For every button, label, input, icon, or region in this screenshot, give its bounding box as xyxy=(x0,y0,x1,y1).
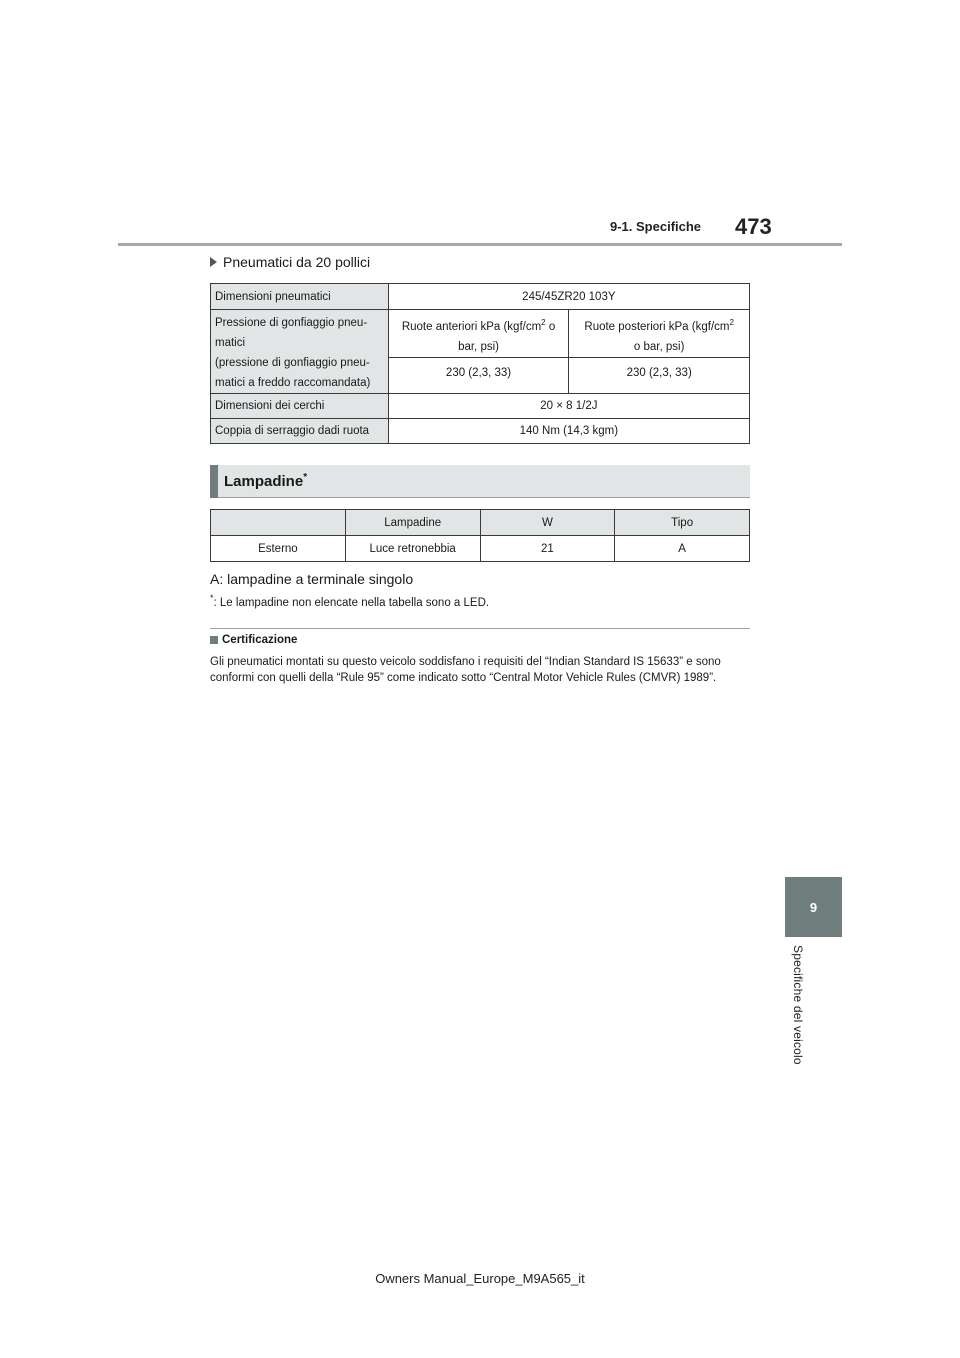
lamp-row-wattage: 21 xyxy=(480,536,615,562)
document-footer: Owners Manual_Europe_M9A565_it xyxy=(375,1271,585,1286)
lamp-section-heading xyxy=(210,465,750,498)
lamp-type-note: A: lampadine a terminale singolo xyxy=(210,571,414,587)
square-bullet-icon xyxy=(210,636,218,644)
heading-accent-bar xyxy=(210,465,218,498)
page-number: 473 xyxy=(735,214,772,239)
rear-pressure-value: 230 (2,3, 33) xyxy=(569,357,750,393)
footnote-text: : Le lampadine non elencate nella tabella sono a LED. xyxy=(213,596,490,609)
asterisk-mark: * xyxy=(303,472,308,483)
lug-nut-torque-value: 140 Nm (14,3 kgm) xyxy=(388,419,749,444)
rear-header-text: o bar, psi) xyxy=(633,340,685,353)
asterisk-mark: * xyxy=(210,593,214,603)
tire-subheading xyxy=(210,254,370,270)
section-divider xyxy=(210,628,750,629)
tire-size-label: Dimensioni pneumatici xyxy=(211,284,389,310)
lamp-col-header: W xyxy=(480,510,615,536)
pressure-label-line: (pressione di gonfiaggio pneu- xyxy=(215,357,370,369)
lug-nut-torque-label: Coppia di serraggio dadi ruota xyxy=(211,419,389,444)
chapter-number: 9 xyxy=(809,899,818,915)
front-pressure-header xyxy=(388,310,569,358)
rim-size-label: Dimensioni dei cerchi xyxy=(211,394,389,419)
superscript: 2 xyxy=(729,318,734,327)
pressure-label-line: matici xyxy=(215,337,246,349)
lamp-table xyxy=(210,509,750,562)
lamp-col-header: Lampadine xyxy=(345,510,480,536)
certification-body: Gli pneumatici montati su questo veicolo soddisfano i requisiti del “Indian Standard IS 15633” e sono conformi con quelli della “Rule 95” come indicato sotto “Central Motor Vehicle Rules (CMVR) 1989”. xyxy=(210,656,721,684)
lamp-table-corner xyxy=(211,510,346,536)
lamp-heading-label: Lampadine xyxy=(224,473,304,490)
front-pressure-value: 230 (2,3, 33) xyxy=(388,357,569,393)
lamp-heading-text xyxy=(224,472,307,490)
rim-size-value: 20 × 8 1/2J xyxy=(388,394,749,419)
front-header-text: bar, psi) xyxy=(458,340,499,353)
rear-pressure-header xyxy=(569,310,750,358)
lamp-footnote xyxy=(210,593,489,609)
lamp-row-type: A xyxy=(615,536,750,562)
tire-spec-table xyxy=(210,283,750,444)
lamp-col-header: Tipo xyxy=(615,510,750,536)
rear-header-text: Ruote posteriori kPa (kgf/cm xyxy=(584,320,730,333)
chapter-tab xyxy=(785,877,842,937)
tire-subheading-text: Pneumatici da 20 pollici xyxy=(223,254,371,270)
lamp-row-group: Esterno xyxy=(211,536,346,562)
superscript: 2 xyxy=(541,318,546,327)
pressure-label-line: Pressione di gonfiaggio pneu- xyxy=(215,317,368,329)
front-header-text: o xyxy=(545,320,556,333)
tire-size-value: 245/45ZR20 103Y xyxy=(388,284,749,310)
header-divider xyxy=(118,243,842,246)
lamp-row-name: Luce retronebbia xyxy=(345,536,480,562)
section-title: 9-1. Specifiche xyxy=(610,219,702,234)
certification-heading-text: Certificazione xyxy=(222,634,298,646)
front-header-text: Ruote anteriori kPa (kgf/cm xyxy=(401,320,542,333)
chapter-title: Specifiche del veicolo xyxy=(791,945,805,1065)
certification-heading xyxy=(210,634,297,646)
pressure-label xyxy=(211,310,389,394)
pressure-label-line: matici a freddo raccomandata) xyxy=(215,377,371,389)
triangle-bullet-icon xyxy=(210,257,217,267)
